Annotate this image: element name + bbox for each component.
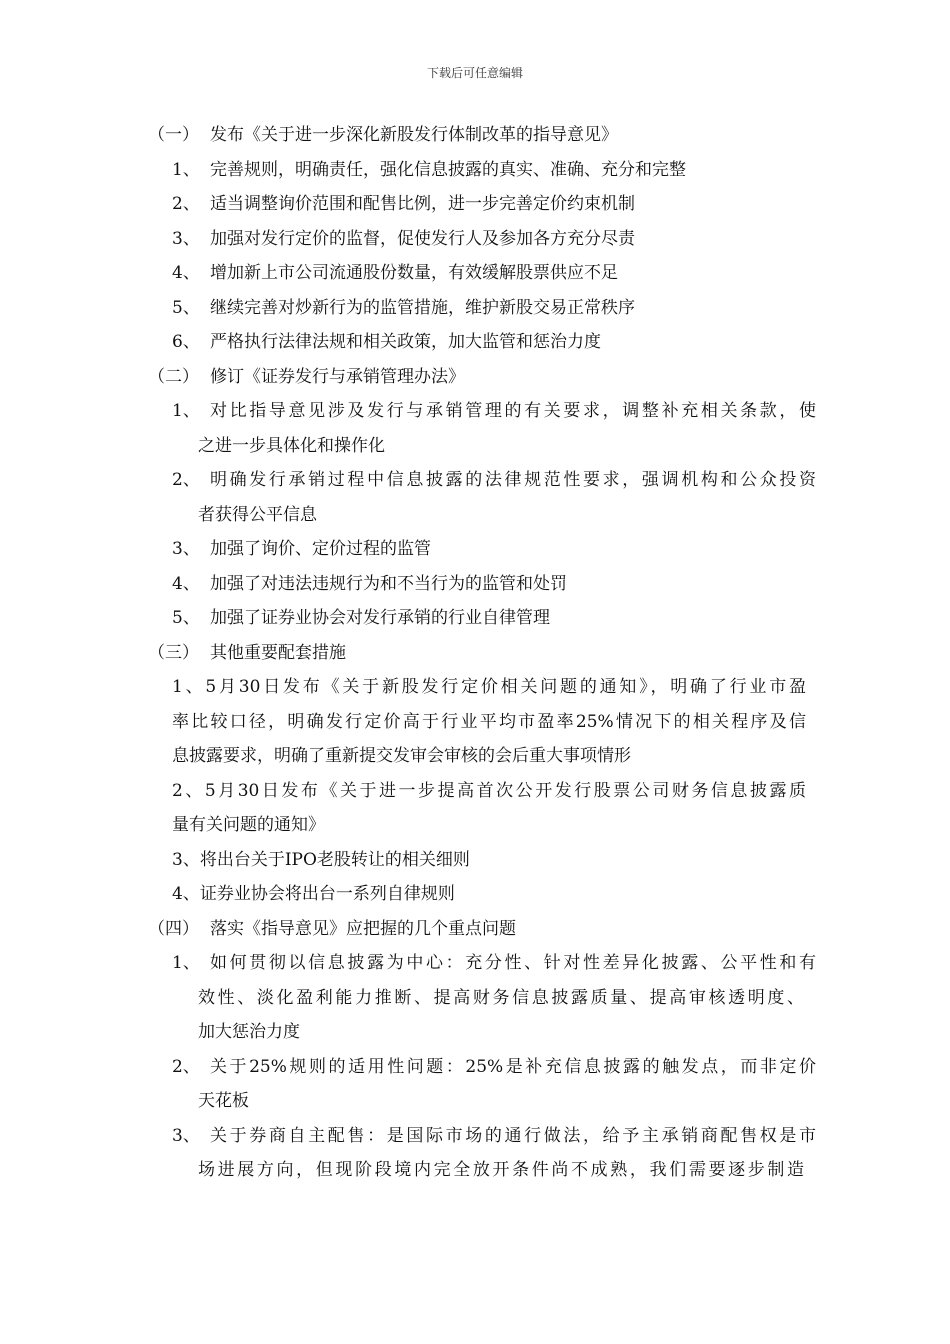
line-text: 加强了询价、定价过程的监管 [210,539,431,559]
line-text: 发布《关于进一步深化新股发行体制改革的指导意见》 [210,125,618,145]
line-text: 加强对发行定价的监督，促使发行人及参加各方充分尽责 [210,228,635,249]
line-text: 者获得公平信息 [198,504,317,525]
section-heading [0,360,950,395]
section-heading [0,118,950,153]
line-text: 加大惩治力度 [198,1022,300,1042]
text-line [0,567,950,602]
list-label: 5、 [172,297,200,318]
list-label: 5、 [172,608,200,628]
list-label: 2、 [172,194,200,214]
list-label: 6、 [172,332,200,352]
line-text: 息披露要求，明确了重新提交发审会审核的会后重大事项情形 [172,746,631,766]
text-line [0,808,950,843]
list-label: （四） [148,918,199,939]
line-text: 关于券商自主配售：是国际市场的通行做法，给予主承销商配售权是市 [210,1125,816,1146]
line-text: 2、5月30日发布《关于进一步提高首次公开发行股票公司财务信息披露质 [172,780,806,801]
document-body [0,118,950,1188]
line-text: 4、证券业协会将出台一系列自律规则 [172,884,455,904]
list-label: （一） [148,125,199,145]
line-text: 1、5月30日发布《关于新股发行定价相关问题的通知》，明确了行业市盈 [172,677,806,697]
text-line [0,429,950,464]
text-line [0,153,950,188]
list-label: 2、 [172,470,200,490]
text-line [0,1153,950,1188]
text-line [0,463,950,498]
text-line [0,981,950,1016]
line-text: 天花板 [198,1091,249,1111]
line-text: 加强了对违法违规行为和不当行为的监管和处罚 [210,573,567,594]
line-text: 加强了证券业协会对发行承销的行业自律管理 [210,608,550,628]
line-text: 落实《指导意见》应把握的几个重点问题 [210,918,516,939]
line-text: 增加新上市公司流通股份数量，有效缓解股票供应不足 [210,263,618,283]
text-line [0,1015,950,1050]
text-line [0,946,950,981]
text-line [0,256,950,291]
text-line [0,325,950,360]
list-label: 4、 [172,263,200,283]
page-header-note: 下载后可任意编辑 [426,66,523,80]
text-line [0,1050,950,1085]
text-line [0,670,950,705]
line-text: 3、将出台关于IPO老股转让的相关细则 [172,849,470,870]
list-label: 2、 [172,1056,200,1077]
text-line [0,705,950,740]
line-text: 继续完善对炒新行为的监管措施，维护新股交易正常秩序 [210,297,635,318]
line-text: 对比指导意见涉及发行与承销管理的有关要求，调整补充相关条款，使 [210,401,816,421]
text-line [0,601,950,636]
line-text: 率比较口径，明确发行定价高于行业平均市盈率25%情况下的相关程序及信 [172,711,806,732]
text-line [0,774,950,809]
text-line [0,187,950,222]
line-text: 明确发行承销过程中信息披露的法律规范性要求，强调机构和公众投资 [210,470,816,490]
text-line [0,877,950,912]
list-label: （二） [148,366,199,387]
line-text: 其他重要配套措施 [210,642,346,663]
list-label: 3、 [172,228,200,249]
list-label: 3、 [172,1125,200,1146]
text-line [0,1084,950,1119]
text-line [0,739,950,774]
text-line [0,498,950,533]
line-text: 如何贯彻以信息披露为中心：充分性、针对性差异化披露、公平性和有 [210,953,816,973]
line-text: 严格执行法律法规和相关政策，加大监管和惩治力度 [210,332,601,352]
list-label: 1、 [172,401,200,421]
text-line [0,222,950,257]
line-text: 修订《证券发行与承销管理办法》 [210,366,465,387]
section-heading [0,636,950,671]
line-text: 效性、淡化盈利能力推断、提高财务信息披露质量、提高审核透明度、 [198,987,804,1008]
list-label: 1、 [172,159,200,180]
list-label: 3、 [172,539,200,559]
text-line [0,291,950,326]
text-line [0,394,950,429]
text-line [0,532,950,567]
text-line [0,1119,950,1154]
line-text: 之进一步具体化和操作化 [198,435,385,456]
line-text: 场进展方向，但现阶段境内完全放开条件尚不成熟，我们需要逐步制造 [198,1160,804,1180]
line-text: 完善规则，明确责任，强化信息披露的真实、准确、充分和完整 [210,159,686,180]
list-label: 4、 [172,573,200,594]
list-label: 1、 [172,953,200,973]
line-text: 关于25%规则的适用性问题：25%是补充信息披露的触发点，而非定价 [210,1056,816,1077]
section-heading [0,912,950,947]
list-label: （三） [148,642,199,663]
line-text: 量有关问题的通知》 [172,815,325,835]
line-text: 适当调整询价范围和配售比例，进一步完善定价约束机制 [210,194,635,214]
text-line [0,843,950,878]
